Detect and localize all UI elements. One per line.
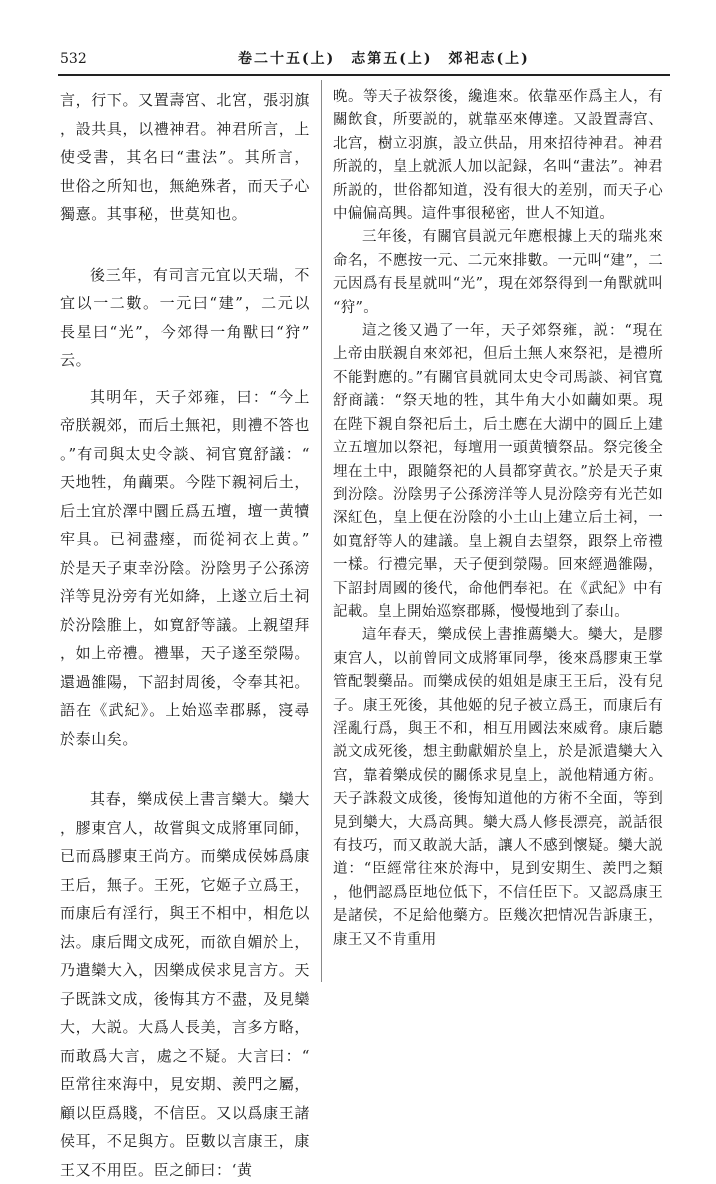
original-paragraph-1: 言，行下。又置壽宮、北宮，張羽旗，設共具，以禮神君。神君所言，上使受書，其名曰“畫法”。其所言，世俗之所知也，無絶殊者，而天子心獨憙。其事秘，世莫知也。 [60,91,310,223]
original-paragraph-2: 後三年，有司言元宜以天瑞，不宜以一二數。一元曰“建”，二元以長星曰“光”，今郊得一角獸曰“狩”云。 [60,265,310,369]
translation-column [333,86,663,980]
header-rule [58,74,670,76]
paragraph-gap [60,229,310,261]
page-number: 532 [60,51,87,67]
original-paragraph-4: 其春，樂成侯上書言欒大。欒大，膠東宫人，故嘗與文成將軍同師，已而爲膠東王尚方。而樂成侯姊爲康王后，無子。王死，它姬子立爲王，而康后有淫行，與王不相中，相危以法。康后聞文成死，而欲自媚於上，乃遣欒大入，因樂成侯求見言方。天子既誅文成，後悔其方不盡，及見欒大，大説。大爲人長美，言多方略，而敢爲大言，處之不疑。大言曰：“臣常往來海中，見安期、羨門之屬，顧以臣爲賤，不信臣。又以爲康王諸侯耳，不足與方。臣數以言康王，康王又不用臣。臣之師曰：‘黄 [60,790,310,1179]
translation-paragraph-2: 三年後，有關官員説元年應根據上天的瑞兆來命名，不應按一元、二元來排數。一元叫“建”，二元因爲有長星就叫“光”，現在郊祭得到一角獸就叫“狩”。 [333,229,663,316]
translation-paragraph-4: 這年春天，樂成侯上書推薦欒大。欒大，是膠東宫人，以前曾同文成將軍同學，後來爲膠東王掌管配製藥品。而樂成侯的姐姐是康王王后，没有兒子。康王死後，其他姬的兒子被立爲王，而康后有淫亂行爲，與王不和，相互用國法來威脅。康后聽説文成死後，想主動獻媚於皇上，於是派遣欒大入宫，靠着樂成侯的關係求見皇上，説他精通方術。天子誅殺文成後，後悔知道他的方術不全面，等到見到欒大，大爲高興。欒大爲人修長漂亮，説話很有技巧，而又敢説大話，讓人不感到懷疑。欒大説道：“臣經常往來於海中，見到安期生、羨門之類，他們認爲臣地位低下，不信任臣下。又認爲康王是諸侯，不足給他藥方。臣幾次把情况告訴康王，康王又不肯重用 [333,627,663,948]
paragraph-gap [60,375,310,383]
running-head: 卷二十五(上) 志第五(上) 郊祀志(上) [238,51,530,67]
original-paragraph-3: 其明年，天子郊雍，曰：“今上帝朕親郊，而后土無祀，則禮不答也。”有司與太史令談、祠官寬舒議：“天地牲，角繭栗。今陛下親祠后土，后土宜於澤中圜丘爲五壇，壇一黄犢牢具。已祠盡瘞，而從祠衣上黄。”於是天子東幸汾陰。汾陰男子公孫滂洋等見汾旁有光如絳，上遂立后土祠於汾陰脽上，如寬舒等議。上親望拜，如上帝禮。禮畢，天子遂至滎陽。還過雒陽，下詔封周後，令奉其祀。語在《武紀》。上始巡幸郡縣，寖尋於泰山矣。 [60,387,310,748]
paragraph-gap [60,753,310,785]
page-header [58,48,670,70]
column-divider [321,80,322,982]
original-text-column [60,86,310,1179]
translation-paragraph-1: 晚。等天子祓祭後，纔進來。依靠巫作爲主人，有關飲食，所要説的，就靠巫來傳達。又設置壽宫、北宫，樹立羽旗，設立供品，用來招待神君。神君所説的，皇上就派人加以記録，名叫“畫法”。神君所説的，世俗都知道，没有很大的差别，而天子心中偏偏高興。這件事很秘密，世人不知道。 [333,89,663,223]
translation-paragraph-3: 這之後又過了一年，天子郊祭雍，説：“現在上帝由朕親自來郊祀，但后土無人來祭祀，是禮所不能對應的。”有關官員就同太史令司馬談、祠官寬舒商議：“祭天地的牲，其牛角大小如繭如栗。現在陛下親自祭祀后土，后土應在大湖中的圓丘上建立五壇加以祭祀，每壇用一頭黄犢祭品。祭完後全埋在土中，跟隨祭祀的人員都穿黄衣。”於是天子東到汾陰。汾陰男子公孫滂洋等人見汾陰旁有光芒如深紅色，皇上便在汾陰的小土山上建立后土祠，一如寬舒等人的建議。皇上親自去望祭，跟祭上帝禮一樣。行禮完畢，天子便到滎陽。回來經過雒陽，下詔封周國的後代，命他們奉祀。在《武紀》中有記載。皇上開始巡察郡縣，慢慢地到了泰山。 [333,323,663,620]
